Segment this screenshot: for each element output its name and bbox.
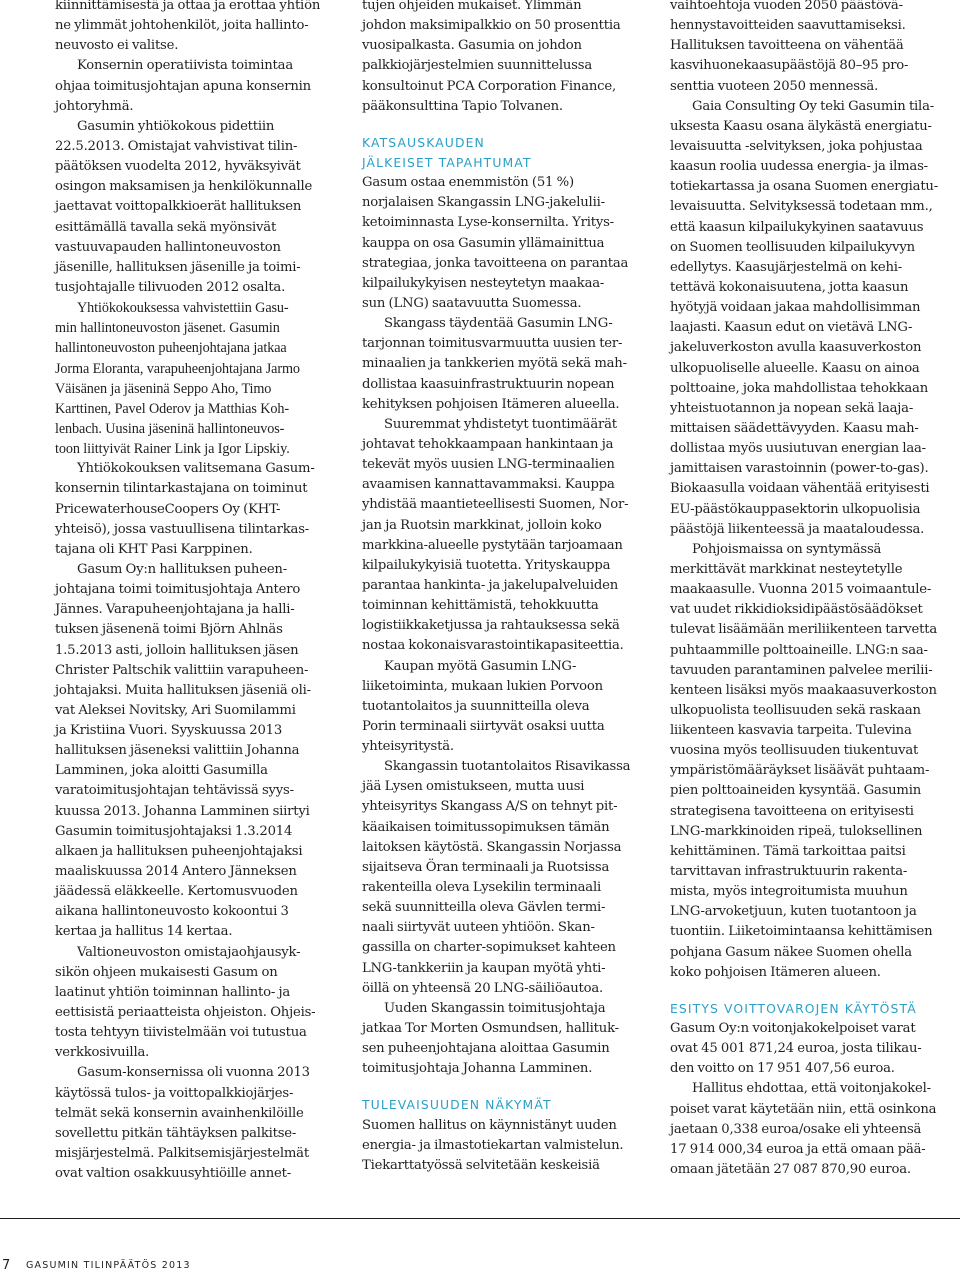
text-line: eettisistä periaatteista ohjeiston. Ohjeis-	[55, 1005, 316, 1021]
text-line: den voitto on 17 951 407,56 euroa.	[670, 1061, 895, 1077]
text-line: Kaupan myötä Gasumin LNG-	[384, 658, 577, 674]
text-line: Väisänen ja jäseninä Seppo Aho, Timo	[55, 380, 272, 397]
paragraph	[670, 1019, 952, 1079]
text-line: esittämällä tavalla sekä myönsivät	[55, 219, 277, 235]
column-3	[670, 0, 952, 1180]
text-line: Gasumin toimitusjohtajaksi 1.3.2014	[55, 823, 293, 839]
paragraph	[362, 657, 652, 758]
text-line: strategiaa, jonka tavoitteena on parantaa	[362, 255, 629, 271]
text-line: laitoksen käytöstä. Skangassin Norjassa	[362, 839, 622, 855]
text-line: jää Lysen omistukseen, mutta uusi	[362, 779, 585, 795]
text-line: Gasum Oy:n hallituksen puheen-	[77, 561, 287, 577]
paragraph	[670, 97, 952, 540]
text-line: sen puheenjohtajana aloittaa Gasumin	[362, 1041, 610, 1057]
text-line: sovellettu pitkän tähtäyksen palkitse-	[55, 1125, 297, 1141]
text-line: ovat 45 001 871,24 euroa, josta tilikau-	[670, 1041, 922, 1057]
text-line: tuontiin. Liiketoimintaansa kehittämisen	[670, 924, 933, 940]
text-line: vastuuvapauden hallintoneuvoston	[55, 239, 281, 255]
page-footer	[0, 1218, 960, 1273]
text-line: laajasti. Kaasun edut on vietävä LNG-	[670, 320, 913, 336]
text-line: tettävä kokonaisuutena, jotta kaasun	[670, 279, 909, 295]
text-line: ympäristömääräykset lisäävät puhtaam-	[670, 763, 930, 779]
text-line: ulkopuoliselle alueelle. Kaasu on ainoa	[670, 360, 920, 376]
text-line: ne ylimmät johtohenkilöt, joita hallinto-	[55, 18, 309, 34]
text-line: senttia vuoteen 2050 mennessä.	[670, 78, 879, 94]
footer-divider	[0, 1218, 960, 1219]
text-line: kasvihuonekaasupäästöjä 80–95 pro-	[670, 58, 909, 74]
text-line: parantaa hankinta- ja jakelupalveluiden	[362, 577, 618, 593]
spacer	[362, 117, 652, 133]
text-line: misjärjestelmä. Palkitsemisjärjestelmät	[55, 1146, 309, 1162]
text-line: toon liittyivät Rainer Link ja Igor Lipskiy.	[55, 441, 290, 458]
text-line: lenbach. Uusina jäseninä hallintoneuvos-	[55, 420, 285, 437]
text-line: LNG-markkinoiden ripeä, tuloksellinen	[670, 823, 923, 839]
column-1	[55, 0, 337, 1184]
text-line: maakaasulle. Vuonna 2015 voimaantule-	[670, 582, 932, 598]
text-line: min hallintoneuvoston jäsenet. Gasumin	[55, 320, 280, 337]
text-line: Hallitus ehdottaa, että voitonjakokel-	[692, 1081, 931, 1097]
spacer	[362, 1079, 652, 1095]
text-line: tajana oli KHT Pasi Karppinen.	[55, 541, 253, 557]
text-line: kilpailukykyisen nesteytetyn maakaa-	[362, 275, 605, 291]
paragraph	[670, 540, 952, 983]
text-line: kilpailukykyisiä tuotetta. Yrityskauppa	[362, 557, 611, 573]
text-line: käytössä tulos- ja voittopalkkiojärjes-	[55, 1085, 294, 1101]
text-line: tarvittavan infrastruktuurin rakenta-	[670, 864, 908, 880]
text-line: merkittävät markkinat nesteytetylle	[670, 561, 903, 577]
text-line: varatoimitusjohtajan tehtävissä syys-	[55, 783, 294, 799]
text-line: maaliskuussa 2014 Antero Jänneksen	[55, 864, 297, 880]
text-line: 17 914 000,34 euroa ja että omaan pää-	[670, 1141, 926, 1157]
text-line: konsultoinut PCA Corporation Finance,	[362, 78, 616, 94]
text-line: kiinnittämisestä ja ottaa ja erottaa yhtiön	[55, 0, 321, 13]
text-line: konsernin tilintarkastajana on toiminut	[55, 481, 308, 497]
text-line: päätöksen vuodelta 2012, hyväksyivät	[55, 159, 301, 175]
text-line: vat uudet rikkidioksidipäästösäädökset	[670, 602, 923, 618]
text-line: kuussa 2013. Johanna Lamminen siirtyi	[55, 803, 310, 819]
text-line: liiketoiminta, mukaan lukien Porvoon	[362, 678, 603, 694]
text-line: Karttinen, Pavel Oderov ja Matthias Koh-	[55, 400, 289, 417]
text-line: norjalaisen Skangassin LNG-jakelulii-	[362, 195, 605, 211]
text-line: vuosina myös teollisuuden tiukentuvat	[670, 743, 919, 759]
text-line: Skangassin tuotantolaitos Risavikassa	[384, 759, 631, 775]
text-line: totiekartassa ja osana Suomen energiatu-	[670, 179, 938, 195]
text-line: Gasumin yhtiökokous pidettiin	[77, 118, 275, 134]
text-line: johdon maksimipalkkio on 50 prosenttia	[362, 18, 621, 34]
text-line: sun (LNG) saatavuutta Suomessa.	[362, 295, 582, 311]
text-line: vuosipalkasta. Gasumia on johdon	[362, 38, 582, 54]
text-line: nostaa kokonaisvarastointikapasiteettia.	[362, 638, 624, 654]
text-line: johtoryhmä.	[55, 98, 134, 114]
text-line: laatinut yhtiön toiminnan hallinto- ja	[55, 984, 291, 1000]
text-line: käaikaisen toimitussopimuksen tämän	[362, 819, 610, 835]
paragraph	[362, 999, 652, 1080]
text-line: tulevat lisäämään meriliikenteen tarvetta	[670, 622, 938, 638]
text-line: levaisuutta -selvityksen, joka pohjustaa	[670, 138, 923, 154]
text-line: ketoiminnasta Lyse-konsernilta. Yritys-	[362, 215, 614, 231]
text-line: dollistaa myös uusiutuvan energian laa-	[670, 441, 926, 457]
text-line: aikana hallintoneuvosto kokoontui 3	[55, 904, 289, 920]
text-line: hallituksen jäseneksi valittiin Johanna	[55, 743, 300, 759]
text-line: Gasum-konsernissa oli vuonna 2013	[77, 1065, 310, 1081]
text-line: telmät sekä konsernin avainhenkilöille	[55, 1105, 304, 1121]
text-line: johtavat tehokkaampaan hankintaan ja	[362, 436, 614, 452]
text-line: 22.5.2013. Omistajat vahvistivat tilin-	[55, 138, 298, 154]
text-line: mista, myös integroitumista muuhun	[670, 884, 908, 900]
heading-line: JÄLKEISET TAPAHTUMAT	[362, 154, 532, 170]
text-line: energia- ja ilmastotiekartan valmistelun.	[362, 1137, 624, 1153]
paragraph	[55, 459, 337, 560]
text-line: rakenteilla oleva Lysekilin terminaali	[362, 880, 601, 896]
paragraph	[55, 560, 337, 943]
text-line: kehittäminen. Tämä tarkoittaa paitsi	[670, 843, 906, 859]
text-line: kauppa on osa Gasumin yllämainittua	[362, 235, 605, 251]
text-line: omaan jätetään 27 087 870,90 euroa.	[670, 1162, 911, 1178]
text-line: levaisuutta. Selvityksessä todetaan mm.,	[670, 199, 933, 215]
text-line: liikenteen kasvavia tarpeita. Tulevina	[670, 723, 912, 739]
text-line: Uuden Skangassin toimitusjohtaja	[384, 1000, 606, 1016]
text-line: 1.5.2013 asti, jolloin hallituksen jäsen	[55, 642, 299, 658]
text-line: on Suomen teollisuuden kilpailukyvyn	[670, 239, 915, 255]
text-line: LNG-arvoketjuun, kuten tuotantoon ja	[670, 904, 917, 920]
text-line: sekä suunnitteilla oleva Gävlen termi-	[362, 900, 606, 916]
text-line: neuvosto ei valitse.	[55, 38, 179, 54]
text-line: ohjaa toimitusjohtajan apuna konsernin	[55, 78, 311, 94]
text-line: jan ja Ruotsin markkinat, jolloin koko	[362, 517, 602, 533]
text-line: yhteisyritys Skangass A/S on tehnyt pit-	[362, 799, 618, 815]
text-line: logistiikkaketjussa ja rahtauksessa sekä	[362, 618, 620, 634]
paragraph	[55, 1063, 337, 1184]
text-line: Christer Paltschik valittiin varapuheen-	[55, 662, 309, 678]
text-line: yhteisö), jossa vastuullisena tilintarkas-	[55, 521, 310, 537]
text-line: tekevät myös uusien LNG-terminaalien	[362, 457, 615, 473]
text-line: pohjana Gasum näkee Suomen ohella	[670, 944, 912, 960]
text-line: pääkonsulttina Tapio Tolvanen.	[362, 98, 563, 114]
text-line: hennystavoitteiden saavuttamiseksi.	[670, 18, 906, 34]
paragraph	[55, 943, 337, 1064]
text-line: vat Aleksei Novitsky, Ari Suomilammi	[55, 702, 296, 718]
section-heading: ESITYS VOITTOVAROJEN KÄYTÖSTÄ	[670, 1000, 917, 1016]
text-line: Suomen hallitus on käynnistänyt uuden	[362, 1117, 617, 1133]
text-line: ovat valtion osakkuusyhtiöille annet-	[55, 1166, 291, 1182]
text-line: ja Kristiina Vuori. Syyskuussa 2013	[55, 723, 283, 739]
text-line: Tiekarttatyössä selvitetään keskeisiä	[362, 1157, 600, 1173]
text-line: johtajana toimi toimitusjohtaja Antero	[55, 582, 301, 598]
paragraph	[362, 757, 652, 999]
text-line: minaalien ja tankkerien myötä sekä mah-	[362, 356, 627, 372]
text-line: yhteisyritystä.	[362, 739, 454, 755]
text-line: Gaia Consulting Oy teki Gasumin tila-	[692, 98, 934, 114]
text-line: LNG-tankkeriin ja kaupan myötä yhti-	[362, 960, 606, 976]
text-line: Jännes. Varapuheenjohtajana ja halli-	[55, 602, 295, 618]
text-line: Suuremmat yhdistetyt tuontimäärät	[384, 416, 617, 432]
text-line: Gasum ostaa enemmistön (51 %)	[362, 175, 574, 191]
text-line: verkkosivuilla.	[55, 1045, 150, 1061]
page-number: 7	[2, 1258, 11, 1273]
text-line: Konsernin operatiivista toimintaa	[77, 58, 293, 74]
publication-title: GASUMIN TILINPÄÄTÖS 2013	[26, 1260, 191, 1271]
section-heading: TULEVAISUUDEN NÄKYMÄT	[362, 1097, 552, 1113]
text-line: Jorma Eloranta, varapuheenjohtajana Jarmo	[55, 360, 300, 377]
section-heading	[362, 133, 652, 173]
text-line: johtajaksi. Muita hallituksen jäseniä oli-	[55, 682, 311, 698]
text-line: koko pohjoisen Itämeren alueen.	[670, 964, 881, 980]
text-line: hallintoneuvoston puheenjohtajana jatkaa	[55, 340, 287, 357]
text-line: jaetaan 0,338 euroa/osake eli yhteensä	[670, 1121, 922, 1137]
text-line: öillä on yhteensä 20 LNG-säiliöautoa.	[362, 980, 604, 996]
text-line: kertaa ja hallitus 14 kertaa.	[55, 924, 233, 940]
text-line: dollistaa kaasuinfrastruktuurin nopean	[362, 376, 615, 392]
text-line: alkaen ja hallituksen puheenjohtajaksi	[55, 843, 303, 859]
text-line: hyötyjä voidaan jakaa mahdollisimman	[670, 300, 921, 316]
paragraph	[362, 173, 652, 314]
text-line: kenteen lisäksi myös maakaasuverkoston	[670, 682, 937, 698]
text-line: tuotantolaitos ja suunnitteilla oleva	[362, 698, 590, 714]
text-line: päästöjä liikenteessä ja maataloudessa.	[670, 521, 925, 537]
paragraph	[55, 56, 337, 116]
text-line: vaihtoehtoja vuoden 2050 päästövä-	[670, 0, 903, 13]
text-line: tosta tehtyyn tiivistelmään voi tutustua	[55, 1025, 307, 1041]
text-line: Lamminen, joka aloitti Gasumilla	[55, 763, 268, 779]
paragraph	[670, 0, 952, 97]
text-line: mittaisen säädettävyyden. Kaasu mah-	[670, 420, 919, 436]
text-line: EU-päästökauppasektorin ulkopuolisia	[670, 501, 921, 517]
text-line: että kaasun kilpailukykyinen saatavuus	[670, 219, 924, 235]
text-line: Yhtiökokouksen valitsemana Gasum-	[77, 461, 315, 477]
text-line: palkkiojärjestelmien suunnittelussa	[362, 58, 592, 74]
text-line: poiset varat käytetään niin, että osinkona	[670, 1101, 937, 1117]
paragraph	[362, 314, 652, 415]
text-line: strategisena tavoitteena on erityisesti	[670, 803, 914, 819]
text-line: jäädessä eläkkeelle. Kertomusvuoden	[55, 884, 298, 900]
text-line: gassilla on charter-sopimukset kahteen	[362, 940, 616, 956]
paragraph	[670, 1079, 952, 1180]
paragraph	[362, 1116, 652, 1176]
text-line: toimitusjohtaja Johanna Lamminen.	[362, 1061, 593, 1077]
text-line: sijaitseva Öran terminaali ja Ruotsissa	[362, 859, 610, 875]
text-line: jamittaisen varastoinnin (power-to-gas).	[670, 461, 929, 477]
text-line: avaamisen kannattavammaksi. Kauppa	[362, 477, 615, 493]
text-line: yhdistää maantieteellisesti Suomen, Nor-	[362, 497, 629, 513]
text-line: tavuuden parantaminen palvelee merilii-	[670, 662, 933, 678]
paragraph	[362, 415, 652, 657]
text-line: Porin terminaali siirtyvät osaksi uutta	[362, 718, 605, 734]
text-line: jakeluverkoston avulla kaasuverkoston	[670, 340, 922, 356]
text-line: jäsenille, hallituksen jäsenille ja toimi-	[55, 259, 301, 275]
text-line: polttoaine, joka mahdollistaa tehokkaan	[670, 380, 928, 396]
text-line: PricewaterhouseCoopers Oy (KHT-	[55, 501, 281, 517]
text-line: tarjonnan toimitusvarmuutta uusien ter-	[362, 336, 623, 352]
text-line: sikön ohjeen mukaisesti Gasum on	[55, 964, 278, 980]
text-line: tusjohtajalle tilivuoden 2012 osalta.	[55, 279, 286, 295]
text-line: kaasun roolia uudessa energia- ja ilmas-	[670, 159, 928, 175]
heading-line: KATSAUSKAUDEN	[362, 134, 485, 150]
text-line: markkina-alueelle pystytään tarjoamaan	[362, 537, 623, 553]
text-line: naali siirtyvät uuteen yhtiöön. Skan-	[362, 920, 595, 936]
text-line: yhteistuotannon ja nopean sekä laaja-	[670, 400, 914, 416]
text-line: Pohjoismaissa on syntymässä	[692, 541, 882, 557]
text-line: jaettavat voittopalkkioerät hallituksen	[55, 199, 302, 215]
text-line: Yhtiökokouksessa vahvistettiin Gasu-	[77, 300, 289, 317]
text-line: Skangass täydentää Gasumin LNG-	[384, 316, 613, 332]
paragraph	[55, 298, 337, 459]
text-line: toiminnan kehittämistä, tehokkuutta	[362, 598, 599, 614]
paragraph	[55, 117, 337, 298]
text-line: puhtaammille polttoaineille. LNG:n saa-	[670, 642, 928, 658]
column-2	[362, 0, 652, 1176]
text-line: ulkopuolista teollisuuden sekä raskaan	[670, 702, 921, 718]
text-line: Gasum Oy:n voitonjakokelpoiset varat	[670, 1021, 916, 1037]
text-line: pien polttoaineiden kysyntää. Gasumin	[670, 783, 922, 799]
text-line: jatkaa Tor Morten Osmundsen, hallituk-	[362, 1021, 619, 1037]
text-line: Valtioneuvoston omistajaohjausyk-	[77, 944, 301, 960]
text-line: Biokaasulla voidaan vähentää erityisesti	[670, 481, 930, 497]
paragraph	[362, 0, 652, 117]
text-line: osingon maksamisen ja henkilökunnalle	[55, 179, 313, 195]
text-line: tuksen jäsenenä toimi Björn Ahlnäs	[55, 622, 283, 638]
text-line: tujen ohjeiden mukaiset. Ylimmän	[362, 0, 582, 13]
text-line: kehityksen pohjoisen Itämeren alueella.	[362, 396, 620, 412]
text-line: edellytys. Kaasujärjestelmä on kehi-	[670, 259, 903, 275]
text-line: uksesta Kaasu osana älykästä energiatu-	[670, 118, 932, 134]
paragraph	[55, 0, 337, 56]
spacer	[670, 983, 952, 999]
text-line: Hallituksen tavoitteena on vähentää	[670, 38, 904, 54]
